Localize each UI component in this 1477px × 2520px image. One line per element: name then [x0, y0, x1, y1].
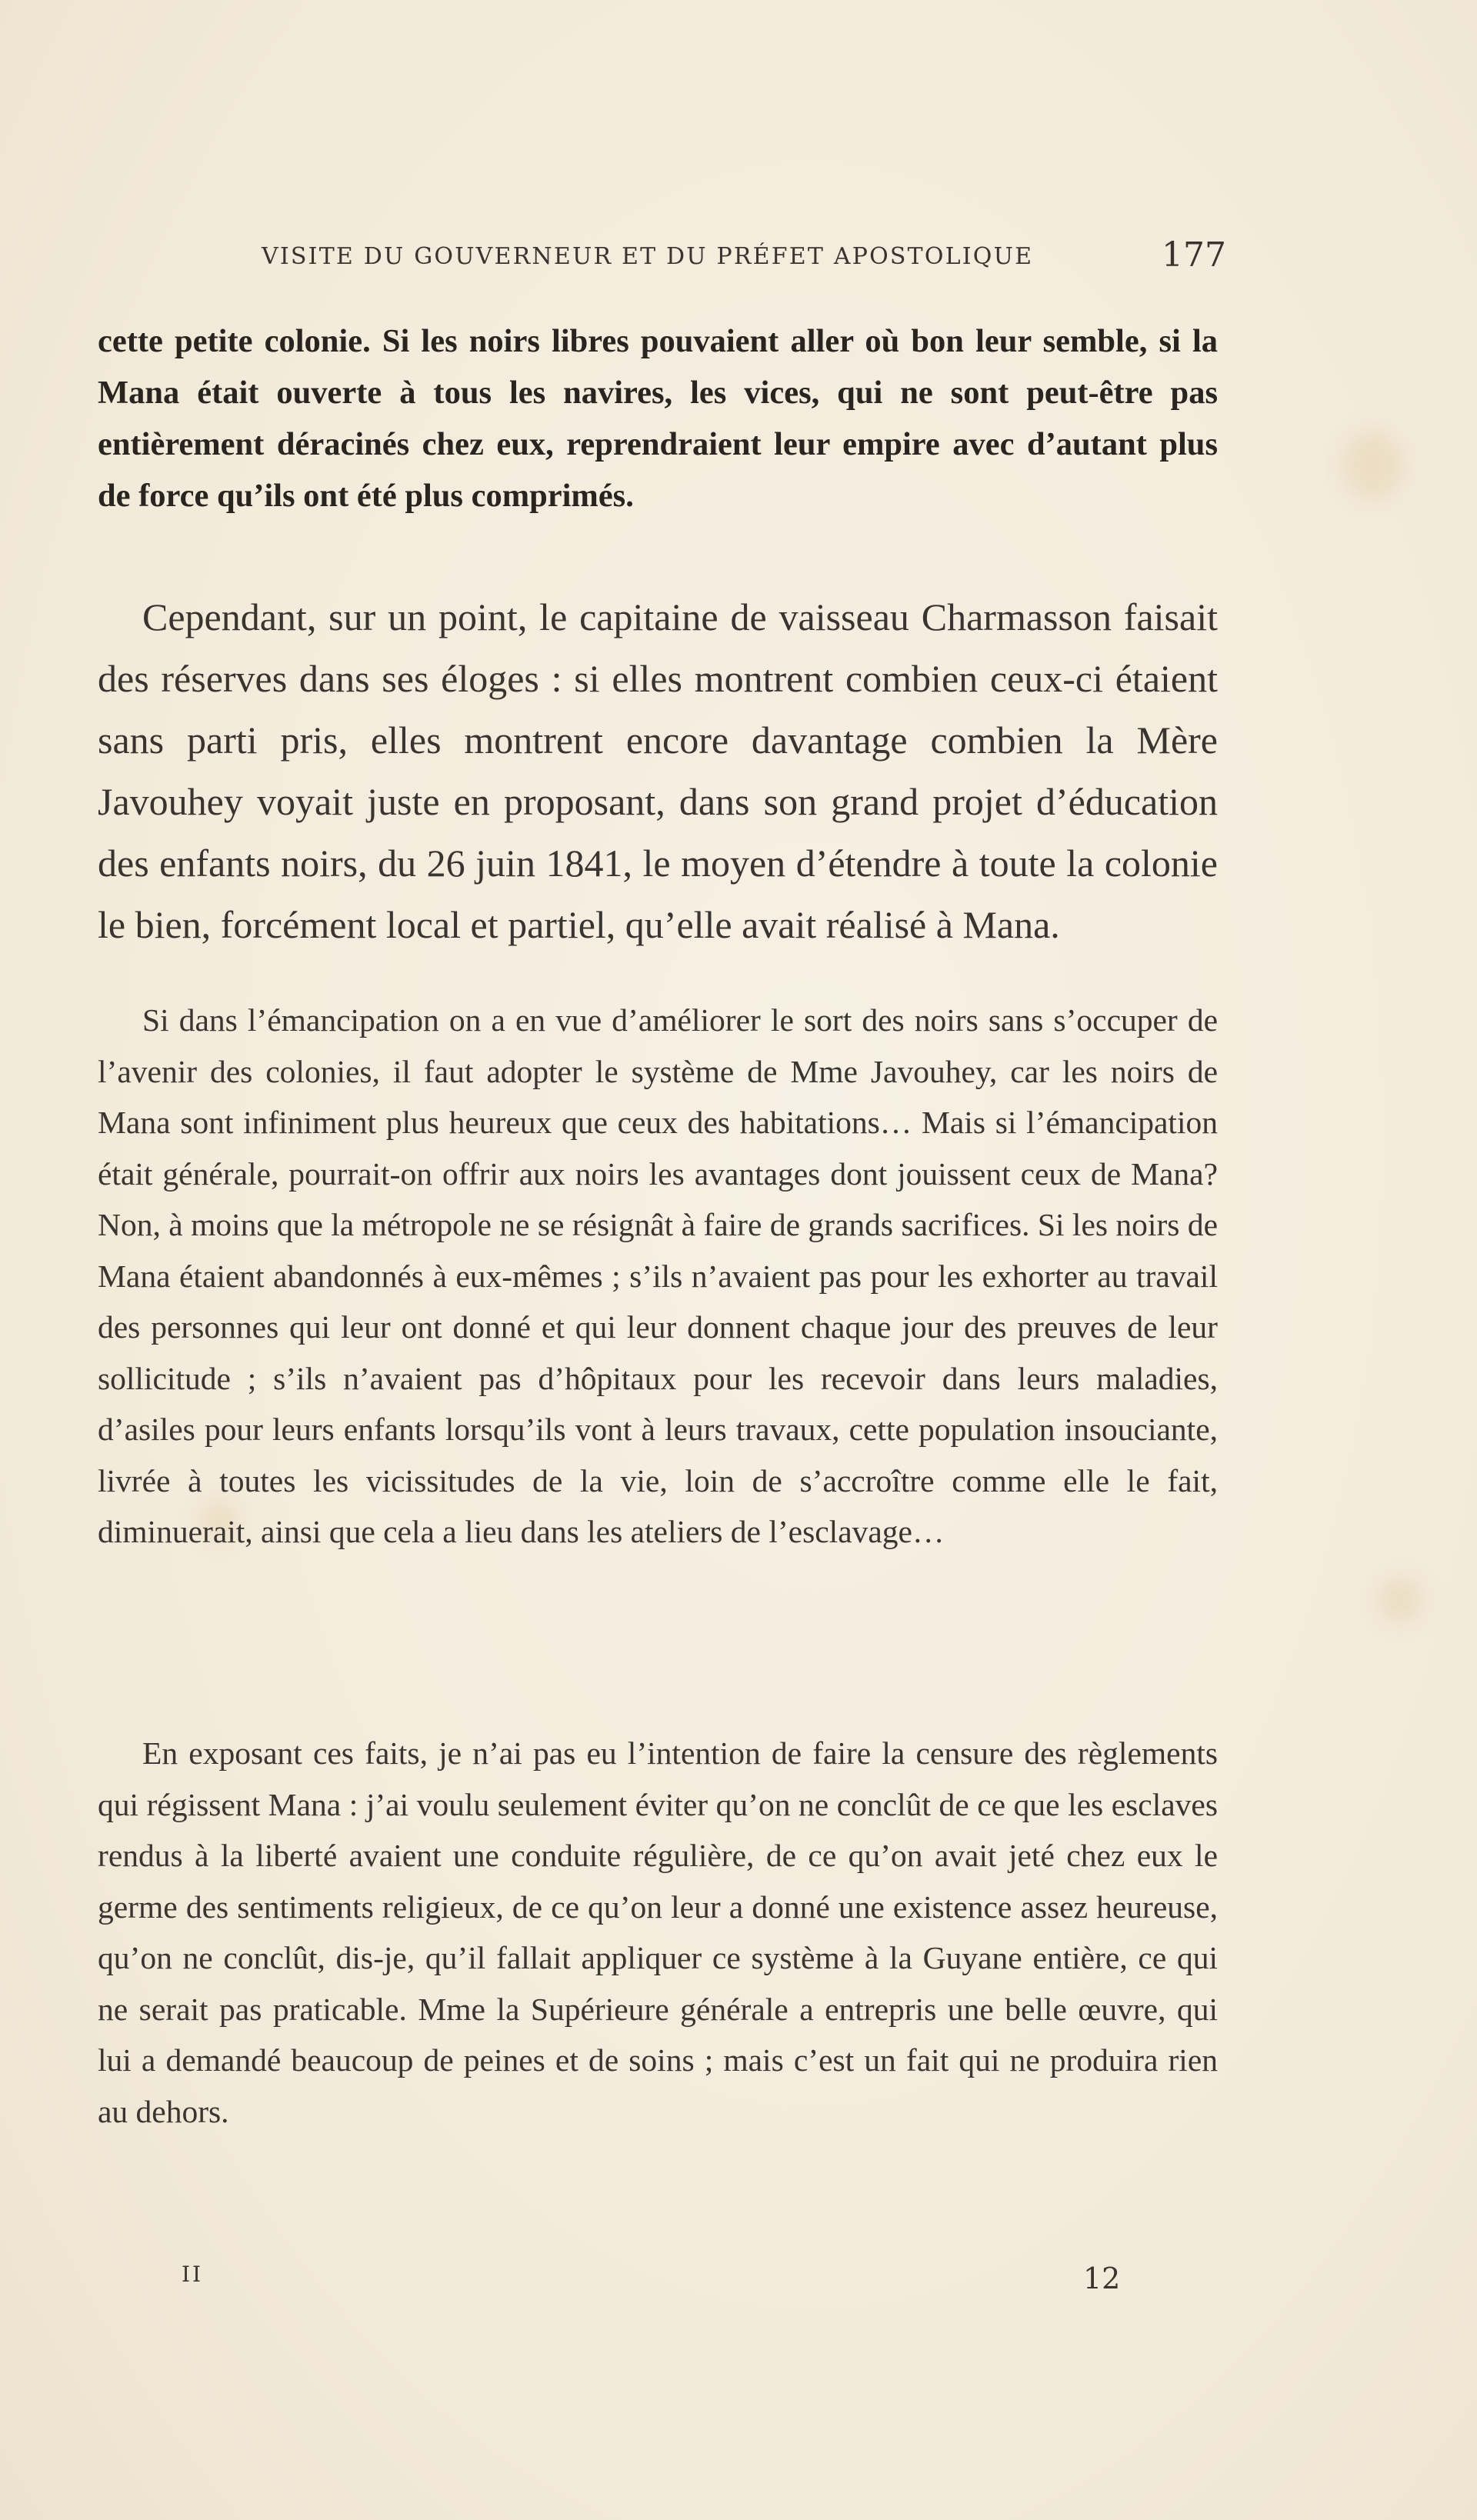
page-number: 177: [1162, 235, 1226, 275]
running-title: VISITE DU GOUVERNEUR ET DU PRÉFET APOSTOLIQUE: [262, 243, 1034, 270]
paragraph-continuation: cette petite colonie. Si les noirs libres pouvaient aller où bon leur semble, si la Mana était ouverte à tous les navires, les vices, qui ne sont peut-être pas entièrement déracinés chez eux, reprendraient leur empire avec d’autant plus de force qu’ils ont été plus comprimés.: [98, 323, 1218, 514]
signature-mark: II: [182, 2262, 204, 2287]
sheet-number: 12: [1083, 2262, 1121, 2295]
foxing-spot: [1342, 431, 1404, 500]
paragraph-quotation: Si dans l’émancipation on a en vue d’améliorer le sort des noirs sans s’occuper de l’avenir des colonies, il faut adopter le système de Mme Javouhey, car les noirs de Mana sont infiniment plus heureux que ceux des habitations… Mais si l’émancipation était générale, pourrait-on offrir aux noirs les avantages dont jouissent ceux de Mana? Non, à moins que la métropole ne se résignât à faire de grands sacrifices. Si les noirs de Mana étaient abandonnés à eux-mêmes ; s’ils n’avaient pas pour les exhorter au travail des personnes qui leur ont donné et qui leur donnent chaque jour des preuves de leur sollicitude ; s’ils n’avaient pas d’hôpitaux pour les recevoir dans leurs maladies, d’asiles pour leurs enfants lorsqu’ils vont à leurs travaux, cette population insouciante, livrée à toutes les vicissitudes de la vie, loin de s’accroître comme elle le fait, diminuerait, ainsi que cela a lieu dans les ateliers de l’esclavage…: [98, 1002, 1218, 1549]
foxing-spot: [1377, 1577, 1423, 1623]
paragraph-quotation-continued: En exposant ces faits, je n’ai pas eu l’intention de faire la censure des règlements qui régissent Mana : j’ai voulu seulement éviter qu’on ne conclût de ce que les esclaves rendus à la liberté avaient une conduite régulière, de ce qu’on avait jeté chez eux le germe des sentiments religieux, de ce qu’on leur a donné une existence assez heureuse, qu’on ne conclût, dis-je, qu’il fallait appliquer ce système à la Guyane entière, ce qui ne serait pas praticable. Mme la Supérieure générale a entrepris une belle œuvre, qui lui a demandé beaucoup de peines et de soins ; mais c’est un fait qui ne produira rien au dehors.: [98, 1735, 1218, 2129]
running-head: [262, 235, 1226, 282]
paragraph-main-text: Cependant, sur un point, le capitaine de vaisseau Charmasson faisait des réserves dans ses éloges : si elles montrent combien ceux-ci étaient sans parti pris, elles montrent encore davantage combien la Mère Javouhey voyait juste en proposant, dans son grand projet d’éducation des enfants noirs, du 26 juin 1841, le moyen d’étendre à toute la colonie le bien, forcément local et partiel, qu’elle avait réalisé à Mana.: [98, 595, 1218, 946]
